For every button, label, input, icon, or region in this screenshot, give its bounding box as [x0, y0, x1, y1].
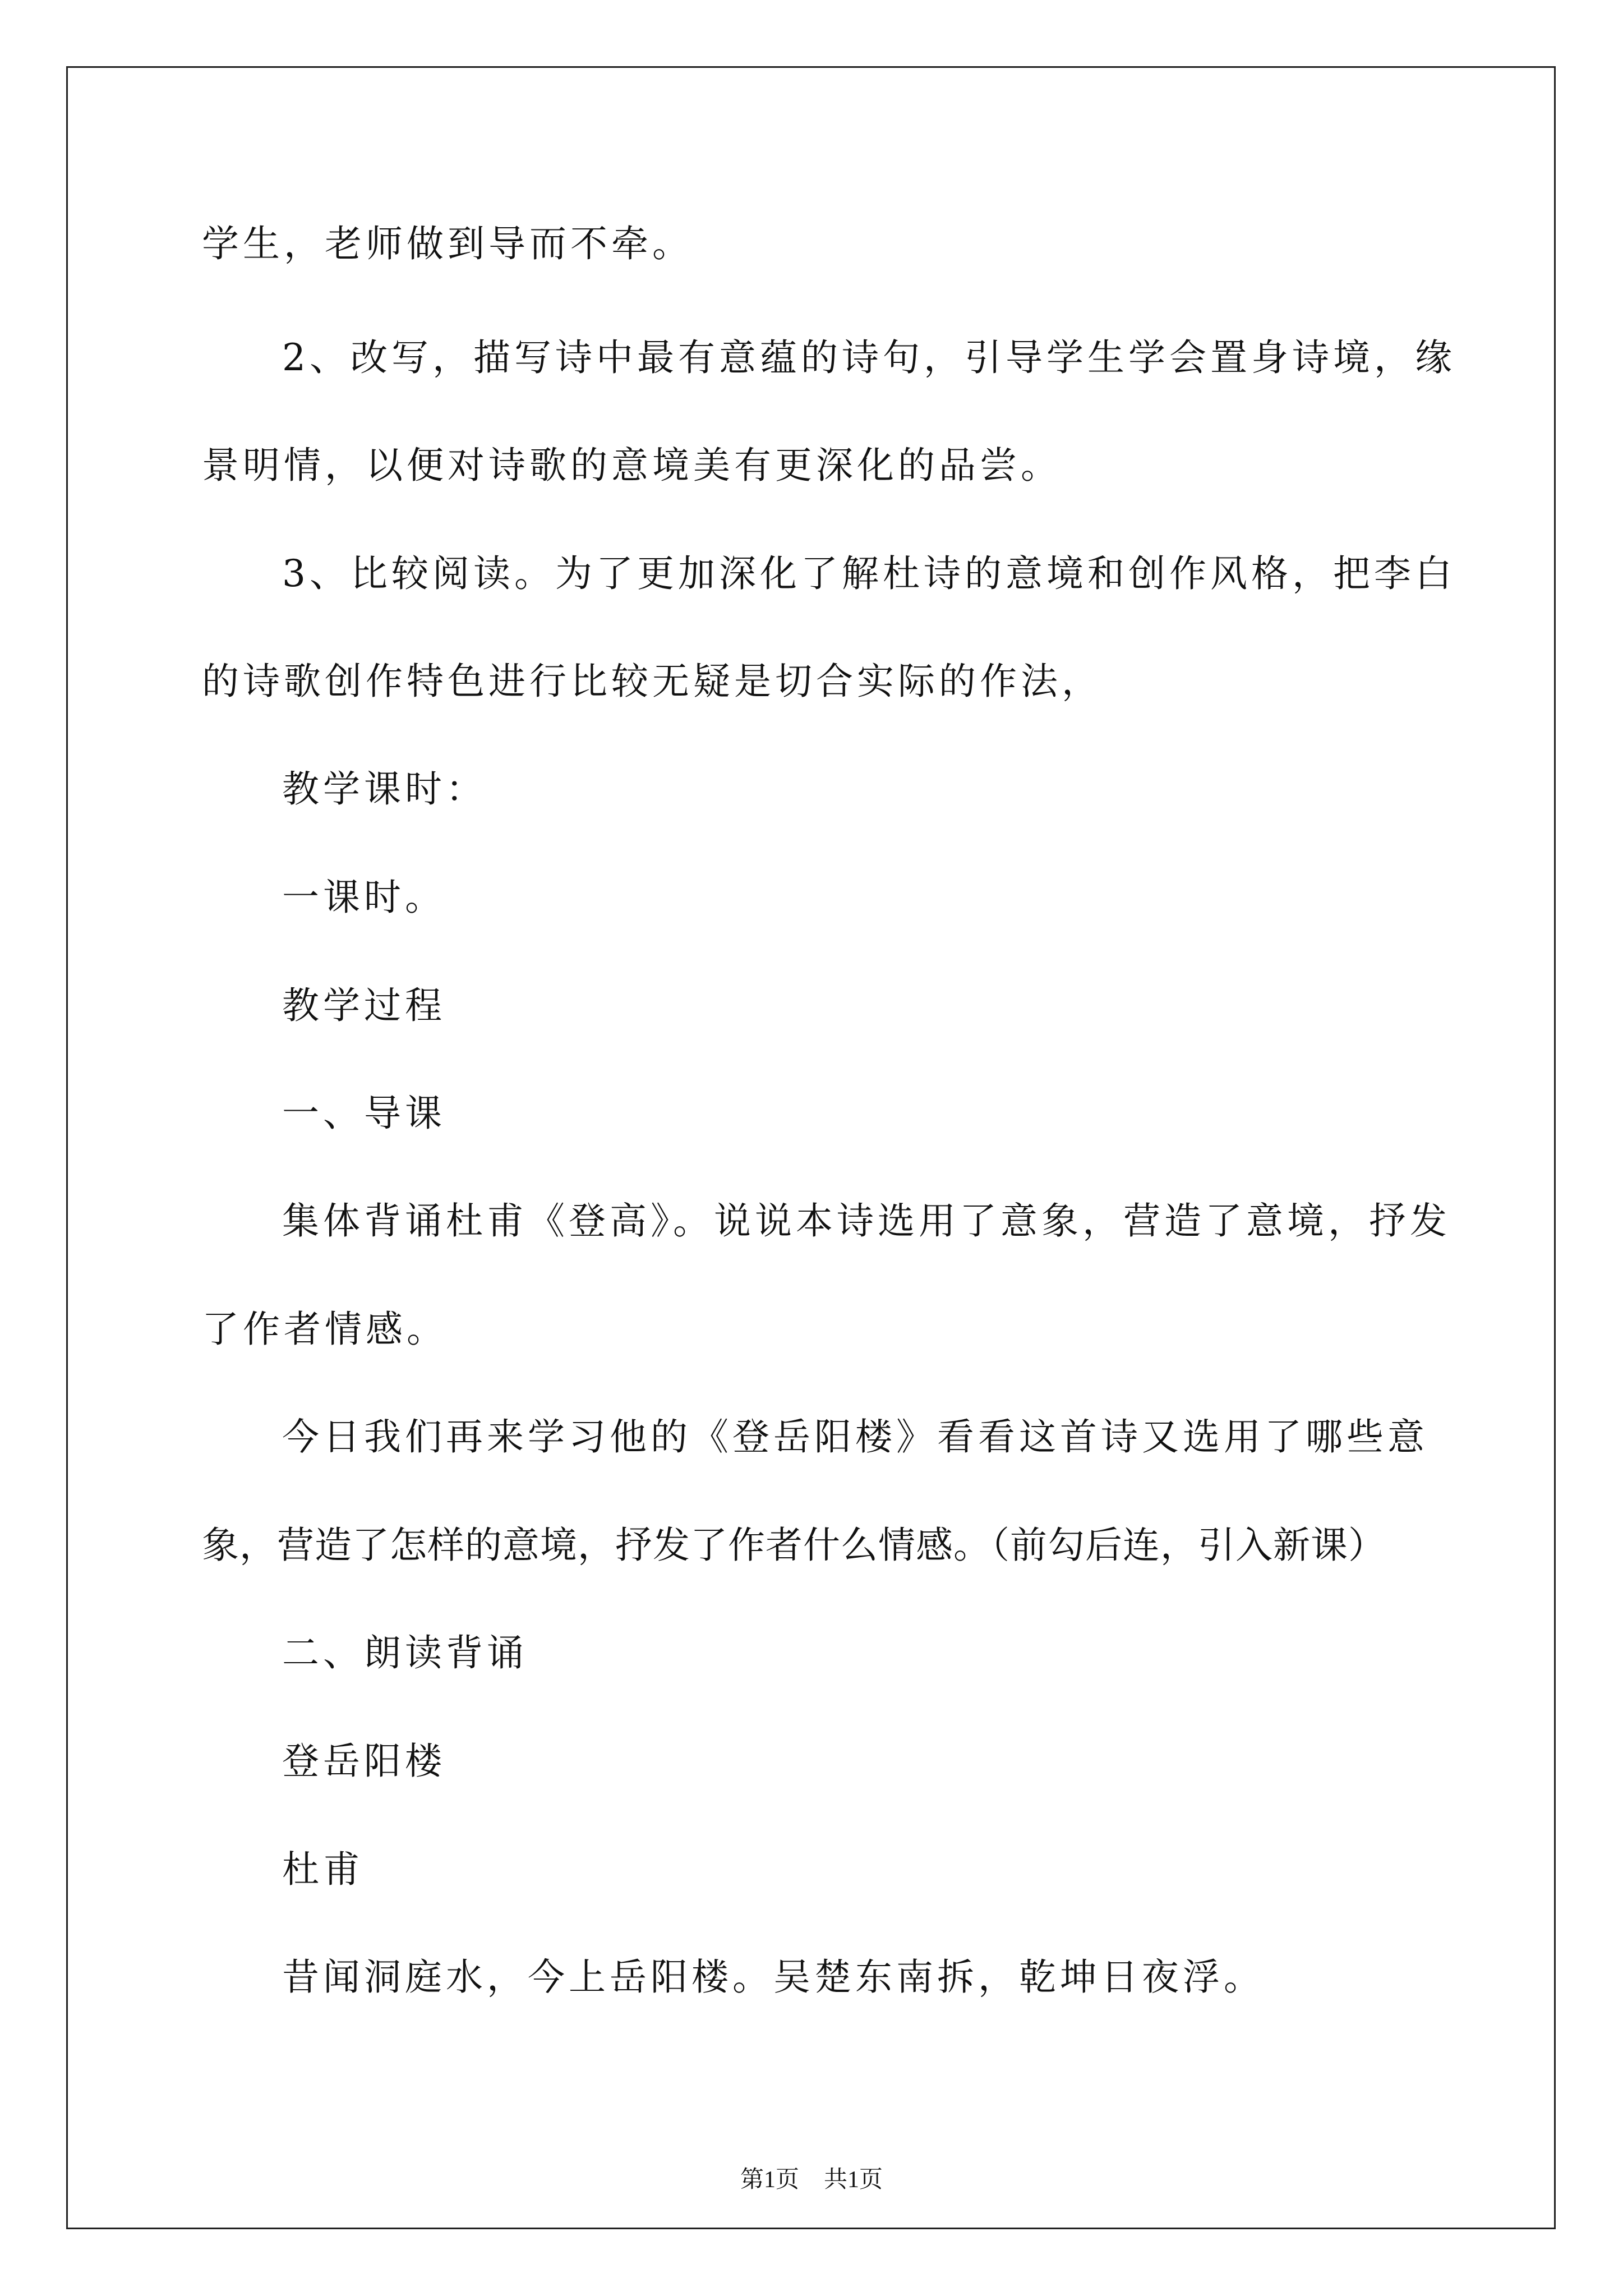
page-footer — [0, 2164, 1623, 2196]
paragraph-line-14: 二、朗读背诵 — [282, 1631, 528, 1674]
poem-author: 杜甫 — [282, 1848, 364, 1891]
paragraph-line-12: 今日我们再来学习他的《登岳阳楼》看看这首诗又选用了哪些意 — [282, 1415, 1428, 1458]
poem-title: 登岳阳楼 — [282, 1740, 446, 1783]
paragraph-line-5: 的诗歌创作特色进行比较无疑是切合实际的作法， — [202, 660, 1103, 703]
page-number: 第1页 — [740, 2167, 799, 2193]
paragraph-line-3: 景明情，以便对诗歌的意境美有更深化的品尝。 — [202, 444, 1062, 487]
page-border — [66, 66, 1556, 2229]
paragraph-line-4: 3、比较阅读。为了更加深化了解杜诗的意境和创作风格，把李白 — [282, 552, 1456, 595]
page-total: 共1页 — [824, 2167, 883, 2193]
paragraph-line-10: 集体背诵杜甫《登高》。说说本诗选用了意象，营造了意境，抒发 — [282, 1199, 1451, 1243]
paragraph-line-6: 教学课时： — [282, 767, 487, 811]
paragraph-line-2: 2、改写，描写诗中最有意蕴的诗句，引导学生学会置身诗境，缘 — [282, 336, 1456, 379]
paragraph-line-1: 学生，老师做到导而不牵。 — [202, 222, 693, 265]
paragraph-line-13: 象，营造了怎样的意境，抒发了作者什么情感。（前勾后连，引入新课） — [202, 1524, 1386, 1567]
paragraph-line-7: 一课时。 — [282, 876, 446, 919]
paragraph-line-11: 了作者情感。 — [202, 1308, 448, 1351]
poem-line-1: 昔闻洞庭水，今上岳阳楼。吴楚东南拆，乾坤日夜浮。 — [282, 1955, 1265, 1999]
paragraph-line-8: 教学过程 — [282, 984, 446, 1027]
paragraph-line-9: 一、导课 — [282, 1092, 446, 1135]
